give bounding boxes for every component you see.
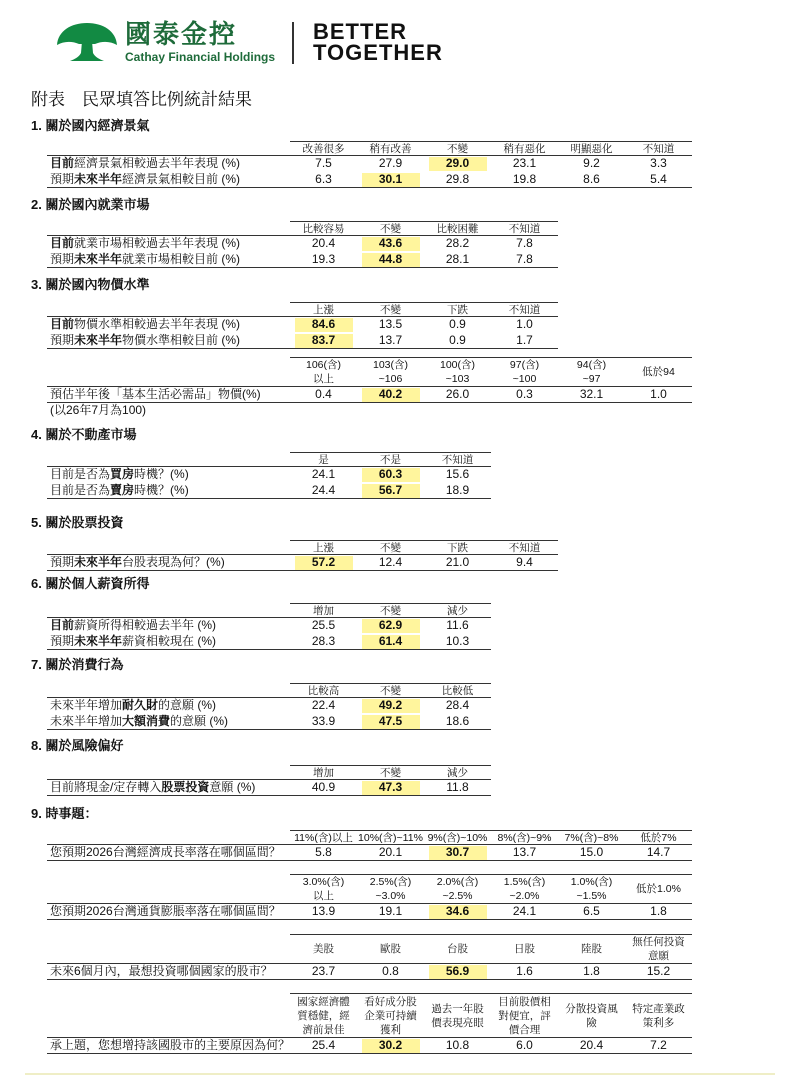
value-cell: 33.9 (290, 714, 357, 730)
column-header: 不知道 (491, 302, 558, 317)
label-column-header (47, 141, 290, 156)
label-text: 您預期2026台灣經濟成長率落在哪個區間？ (50, 845, 281, 859)
highlighted-value: 30.7 (424, 845, 491, 861)
section-heading-income: 6. 關於個人薪資所得 (31, 576, 150, 591)
column-header: 不變 (357, 221, 424, 236)
column-header: 94(含) ~97 (558, 357, 625, 387)
value-cell: 32.1 (558, 387, 625, 403)
highlighted-value: 56.7 (357, 483, 424, 499)
table-grid (47, 221, 558, 268)
emphasized-label-text: 未來半年 (74, 333, 123, 347)
row-label (47, 172, 290, 188)
value-cell: 6.0 (491, 1038, 558, 1054)
highlighted-value: 44.8 (357, 252, 424, 268)
section-heading-stocks: 5. 關於股票投資 (31, 515, 124, 530)
label-text: 預期 (50, 634, 75, 648)
table-price-level (47, 302, 558, 349)
highlighted-value: 49.2 (357, 698, 424, 714)
table-grid (47, 765, 491, 796)
column-header: 不知道 (424, 452, 491, 467)
column-header: 改善很多 (290, 141, 357, 156)
value-cell: 40.9 (290, 780, 357, 796)
emphasized-label-text: 未來半年 (74, 172, 123, 186)
emphasized-label-text: 目前 (50, 156, 75, 170)
column-header: 增加 (290, 765, 357, 780)
label-text: 的意願 (%) (158, 698, 217, 712)
highlighted-value: 43.6 (357, 236, 424, 252)
column-header: 比較高 (290, 683, 357, 698)
value-cell: 1.7 (491, 333, 558, 349)
value-cell: 7.5 (315, 156, 332, 170)
column-header: 9%(含)~10% (424, 830, 491, 845)
column-header: 特定產業政 策利多 (625, 993, 692, 1038)
brand-name-chinese: 國泰金控 (125, 19, 238, 49)
table-consumption (47, 683, 491, 730)
section-heading-employment: 2. 關於國內就業市場 (31, 197, 150, 212)
column-header: 2.5%(含) ~3.0% (357, 874, 424, 904)
highlighted-value: 30.1 (357, 172, 424, 188)
table-gdp-growth (47, 830, 692, 861)
column-header: 3.0%(含) 以上 (290, 874, 357, 904)
label-text: 就業市場相較目前 (%) (122, 252, 241, 266)
column-header: 100(含) ~103 (424, 357, 491, 387)
label-text: 未來6個月內，最想投資哪個國家的股市？ (50, 964, 273, 978)
table-grid (47, 302, 558, 349)
label-text: 經濟景氣相較過去半年表現 (%) (74, 156, 241, 170)
label-column-header (47, 993, 290, 1038)
column-header: 比較低 (424, 683, 491, 698)
table-grid (47, 357, 692, 403)
value-cell: 13.7 (357, 333, 424, 349)
value-cell: 13.7 (491, 845, 558, 861)
value-cell: 24.4 (290, 483, 357, 499)
emphasized-label-text: 目前 (50, 618, 75, 632)
row-label (47, 964, 290, 980)
emphasized-label-text: 賣房 (110, 483, 135, 497)
row-label (47, 634, 290, 650)
value-cell: 28.4 (445, 698, 470, 712)
cathay-tree-icon (55, 20, 119, 62)
value-cell: 23.1 (512, 156, 537, 170)
value-cell: 5.4 (625, 172, 692, 188)
value-cell: 20.4 (311, 236, 336, 250)
value-cell: 18.6 (424, 714, 491, 730)
footer-divider (25, 1073, 775, 1075)
highlighted-value: 47.3 (357, 780, 424, 796)
label-text: 薪資相較現在 (%) (122, 634, 217, 648)
column-header: 不知道 (491, 540, 558, 555)
column-header: 看好成分股 企業可持續 獲利 (357, 993, 424, 1038)
value-cell: 28.2 (445, 236, 470, 250)
value-cell: 22.4 (311, 698, 336, 712)
value-cell: 24.1 (491, 904, 558, 920)
column-header: 不知道 (491, 221, 558, 236)
emphasized-label-text: 大額消費 (122, 714, 171, 728)
section-heading-prices: 3. 關於國內物價水準 (31, 277, 150, 292)
table-grid (47, 540, 558, 571)
column-header: 是 (290, 452, 357, 467)
document-title: 附表 民眾填答比例統計結果 (31, 90, 252, 109)
value-cell: 5.8 (290, 845, 357, 861)
column-header: 下跌 (424, 302, 491, 317)
row-label (47, 618, 290, 634)
label-text: 預期 (50, 333, 75, 347)
value-cell: 10.8 (424, 1038, 491, 1054)
column-header: 台股 (424, 934, 491, 964)
table-note: (以26年7月為100) (50, 403, 147, 417)
column-header: 明顯惡化 (558, 141, 625, 156)
table-grid (47, 874, 692, 920)
value-cell: 0.8 (357, 964, 424, 980)
table-inflation (47, 874, 692, 920)
highlighted-value: 30.2 (357, 1038, 424, 1054)
label-text: 預期 (50, 555, 75, 569)
label-column-header (47, 874, 290, 904)
highlighted-value: 56.9 (424, 964, 491, 980)
slogan-line-2: TOGETHER (313, 40, 443, 65)
label-text: 未來半年增加 (50, 698, 123, 712)
column-header: 增加 (290, 603, 357, 618)
label-text: 您預期2026台灣通貨膨脹率落在哪個區間？ (50, 904, 281, 918)
section-heading-economy: 1. 關於國內經濟景氣 (31, 118, 150, 133)
row-label (47, 483, 290, 499)
row-label (47, 845, 290, 861)
label-text: 意願 (%) (209, 780, 256, 794)
emphasized-label-text: 未來半年 (74, 252, 123, 266)
label-column-header (47, 302, 290, 317)
column-header: 稍有惡化 (491, 141, 558, 156)
table-grid (47, 993, 692, 1054)
value-cell: 8.6 (558, 172, 625, 188)
table-investment-reasons (47, 993, 692, 1054)
column-header: 1.0%(含) ~1.5% (558, 874, 625, 904)
row-label (47, 236, 290, 252)
column-header: 不變 (357, 603, 424, 618)
column-header: 10%(含)~11% (358, 831, 423, 844)
row-label (47, 1038, 290, 1054)
table-real-estate (47, 452, 491, 499)
highlighted-value: 29.0 (424, 156, 491, 172)
label-text: 就業市場相較過去半年表現 (%) (74, 236, 241, 250)
emphasized-label-text: 目前 (50, 236, 75, 250)
column-header: 無任何投資 意願 (625, 934, 692, 964)
value-cell: 0.9 (424, 333, 491, 349)
label-text: 預估半年後「基本生活必需品」物價(%) (50, 387, 261, 401)
value-cell: 13.5 (378, 317, 403, 331)
highlighted-value: 83.7 (290, 333, 357, 349)
value-cell: 1.8 (558, 964, 625, 980)
value-cell: 26.0 (424, 387, 491, 403)
emphasized-label-text: 未來半年 (74, 634, 123, 648)
label-column-header (47, 765, 290, 780)
row-label (47, 904, 290, 920)
row-label (47, 467, 290, 483)
section-heading-real-estate: 4. 關於不動產市場 (31, 427, 137, 442)
column-header: 減少 (424, 765, 491, 780)
column-header: 不變 (424, 141, 491, 156)
value-cell: 7.8 (516, 236, 533, 250)
value-cell: 15.2 (625, 964, 692, 980)
value-cell: 27.9 (378, 156, 403, 170)
column-header: 8%(含)~9% (491, 830, 558, 845)
value-cell: 13.9 (290, 904, 357, 920)
label-text: 台股表現為何？(%) (122, 555, 225, 569)
highlighted-value: 57.2 (290, 555, 357, 571)
label-text: 預期 (50, 252, 75, 266)
value-cell: 15.0 (558, 845, 625, 861)
emphasized-label-text: 股票投資 (161, 780, 210, 794)
column-header: 減少 (424, 603, 491, 618)
table-necessities-price-index (47, 357, 692, 418)
value-cell: 19.8 (491, 172, 558, 188)
emphasized-label-text: 耐久財 (122, 698, 159, 712)
label-text: 目前是否為 (50, 483, 111, 497)
column-header: 不變 (357, 765, 424, 780)
table-grid (47, 830, 692, 861)
row-label (47, 555, 290, 571)
column-header: 不是 (357, 452, 424, 467)
section-heading-current-affairs: 9. 時事題： (31, 806, 98, 821)
slogan-line-1: BETTER (313, 19, 407, 44)
label-column-header (47, 603, 290, 618)
value-cell: 12.4 (357, 555, 424, 571)
value-cell: 1.8 (625, 904, 692, 920)
label-text: 的意願 (%) (170, 714, 229, 728)
value-cell: 25.5 (311, 618, 336, 632)
table-grid (47, 683, 491, 730)
column-header: 不變 (357, 302, 424, 317)
table-grid (47, 452, 491, 499)
value-cell: 9.2 (583, 156, 600, 170)
value-cell: 7.2 (625, 1038, 692, 1054)
label-text: 時機？(%) (134, 483, 189, 497)
column-header: 11%(含)以上 (290, 830, 357, 845)
label-text: 預期 (50, 172, 75, 186)
value-cell: 11.8 (424, 780, 491, 796)
column-header: 不變 (357, 540, 424, 555)
row-label (47, 698, 290, 714)
value-cell: 23.7 (290, 964, 357, 980)
column-header: 上漲 (290, 302, 357, 317)
column-header: 低於1.0% (625, 874, 692, 904)
column-header: 103(含) ~106 (357, 357, 424, 387)
table-grid (47, 141, 692, 188)
row-label (47, 252, 290, 268)
table-preferred-market (47, 934, 692, 980)
column-header: 不變 (357, 683, 424, 698)
value-cell: 19.1 (357, 904, 424, 920)
section-heading-risk: 8. 關於風險偏好 (31, 738, 124, 753)
label-text: 目前是否為 (50, 467, 111, 481)
column-header: 低於94 (625, 357, 692, 387)
highlighted-value: 61.4 (357, 634, 424, 650)
column-header: 97(含) ~100 (491, 357, 558, 387)
column-header: 比較容易 (290, 221, 357, 236)
emphasized-label-text: 未來半年 (74, 555, 123, 569)
table-grid (47, 934, 692, 980)
value-cell: 10.3 (424, 634, 491, 650)
label-text: 物價水準相較過去半年表現 (%) (74, 317, 241, 331)
highlighted-value: 62.9 (357, 618, 424, 634)
row-label (47, 317, 290, 333)
value-cell: 20.1 (357, 845, 424, 861)
column-header: 2.0%(含) ~2.5% (424, 874, 491, 904)
value-cell: 0.9 (449, 317, 466, 331)
column-header: 上漲 (290, 540, 357, 555)
column-header: 7%(含)~8% (558, 830, 625, 845)
column-header: 不知道 (625, 141, 692, 156)
value-cell: 0.4 (290, 387, 357, 403)
label-column-header (47, 452, 290, 467)
row-label (47, 333, 290, 349)
row-label (47, 714, 290, 730)
label-column-header (47, 683, 290, 698)
label-text: 經濟景氣相較目前 (%) (122, 172, 241, 186)
column-header: 1.5%(含) ~2.0% (491, 874, 558, 904)
value-cell: 1.0 (625, 387, 692, 403)
highlighted-value: 47.5 (357, 714, 424, 730)
column-header: 稍有改善 (357, 141, 424, 156)
highlighted-value: 34.6 (424, 904, 491, 920)
column-header: 日股 (491, 934, 558, 964)
column-header: 國家經濟體 質穩健，經 濟前景佳 (290, 993, 357, 1038)
value-cell: 9.4 (491, 555, 558, 571)
value-cell: 14.7 (625, 845, 692, 861)
label-column-header (47, 540, 290, 555)
column-header: 106(含) 以上 (290, 357, 357, 387)
value-cell: 1.0 (516, 317, 533, 331)
column-header: 歐股 (357, 934, 424, 964)
label-text: 物價水準相較目前 (%) (122, 333, 241, 347)
label-text: 目前將現金/定存轉入 (50, 780, 162, 794)
row-label (47, 780, 290, 796)
value-cell: 28.1 (424, 252, 491, 268)
highlighted-value: 40.2 (357, 387, 424, 403)
highlighted-value: 84.6 (290, 317, 357, 333)
table-grid (47, 603, 491, 650)
column-header: 陸股 (558, 934, 625, 964)
column-header: 低於7% (625, 830, 692, 845)
value-cell: 19.3 (290, 252, 357, 268)
row-label (47, 156, 290, 172)
value-cell: 15.6 (445, 467, 470, 481)
value-cell: 3.3 (650, 156, 667, 170)
column-header: 分散投資風 險 (558, 993, 625, 1038)
column-header: 下跌 (424, 540, 491, 555)
value-cell: 25.4 (290, 1038, 357, 1054)
row-label (47, 387, 290, 403)
label-text: 未來半年增加 (50, 714, 123, 728)
table-stock-outlook (47, 540, 558, 571)
value-cell: 11.6 (446, 618, 469, 632)
value-cell: 20.4 (558, 1038, 625, 1054)
column-header: 目前股價相 對便宜，評 價合理 (491, 993, 558, 1038)
label-text: 承上題，您想增持該國股市的主要原因為何？ (50, 1038, 291, 1052)
brand-divider (292, 22, 294, 64)
column-header: 美股 (290, 934, 357, 964)
label-text: 時機？(%) (134, 467, 189, 481)
value-cell: 21.0 (424, 555, 491, 571)
column-header: 比較困難 (424, 221, 491, 236)
value-cell: 28.3 (290, 634, 357, 650)
label-column-header (47, 934, 290, 964)
brand-name-english: Cathay Financial Holdings (125, 50, 276, 64)
value-cell: 18.9 (424, 483, 491, 499)
table-income (47, 603, 491, 650)
column-header: 過去一年股 價表現亮眼 (424, 993, 491, 1038)
value-cell: 1.6 (491, 964, 558, 980)
table-employment (47, 221, 558, 268)
section-heading-consumption: 7. 關於消費行為 (31, 657, 124, 672)
value-cell: 6.3 (290, 172, 357, 188)
value-cell: 29.8 (424, 172, 491, 188)
value-cell: 24.1 (311, 467, 336, 481)
label-column-header (47, 221, 290, 236)
value-cell: 0.3 (491, 387, 558, 403)
table-risk-appetite (47, 765, 491, 796)
table-economic-climate (47, 141, 692, 188)
emphasized-label-text: 目前 (50, 317, 75, 331)
label-column-header (47, 830, 290, 845)
value-cell: 6.5 (558, 904, 625, 920)
emphasized-label-text: 買房 (110, 467, 135, 481)
label-column-header (47, 357, 290, 387)
label-text: 薪資所得相較過去半年 (%) (74, 618, 217, 632)
value-cell: 7.8 (491, 252, 558, 268)
highlighted-value: 60.3 (357, 467, 424, 483)
